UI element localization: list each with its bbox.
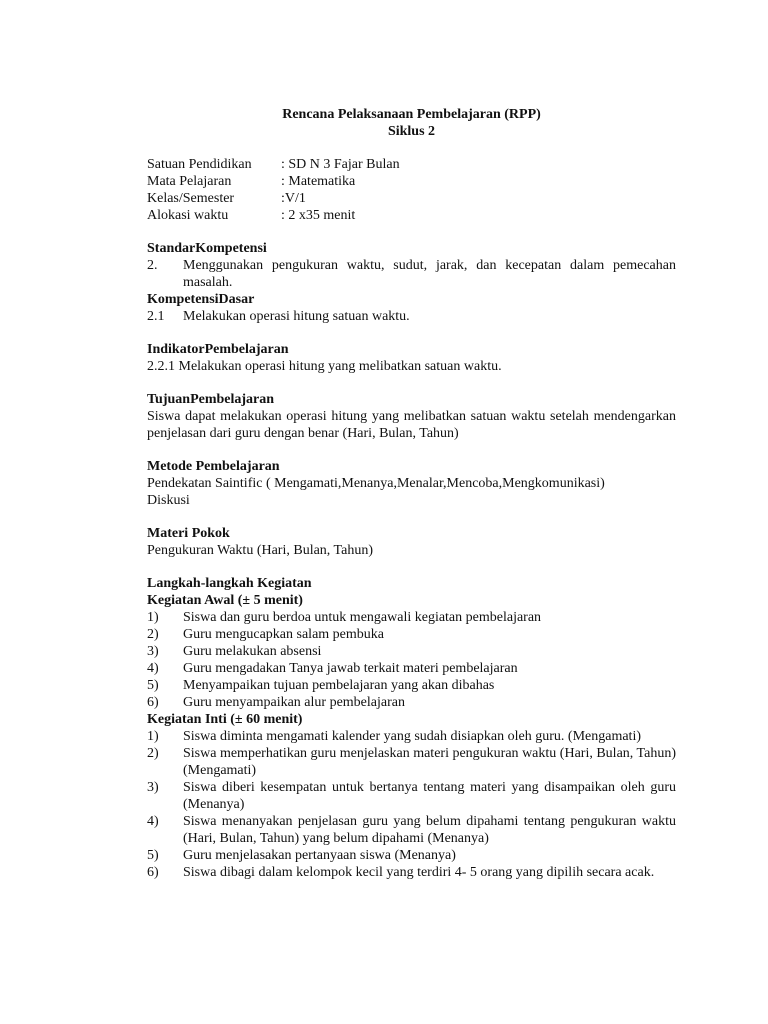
- list-number: 4): [147, 661, 159, 676]
- kompetensi-heading: KompetensiDasar: [147, 292, 255, 307]
- list-item: [147, 694, 676, 711]
- list-text: Menyampaikan tujuan pembelajaran yang akan dibahas: [183, 678, 495, 693]
- document-title: Rencana Pelaksanaan Pembelajaran (RPP): [282, 107, 541, 122]
- list-text: Guru mengadakan Tanya jawab terkait materi pembelajaran: [183, 661, 518, 676]
- list-text: Guru menyampaikan alur pembelajaran: [183, 695, 405, 710]
- metode-heading: Metode Pembelajaran: [147, 459, 280, 474]
- list-text: Siswa diminta mengamati kalender yang sudah disiapkan oleh guru. (Mengamati): [183, 729, 641, 744]
- kompetensi-item: [147, 308, 676, 325]
- standar-item: [147, 257, 676, 291]
- list-text: Siswa diberi kesempatan untuk bertanya tentang materi yang disampaikan oleh guru (Menanya): [183, 780, 676, 812]
- meta-value: : Matematika: [281, 174, 356, 189]
- document-content: [147, 106, 676, 881]
- list-text: Menggunakan pengukuran waktu, sudut, jarak, dan kecepatan dalam pemecahan masalah.: [183, 258, 676, 290]
- list-item: [147, 779, 676, 813]
- list-text: Guru menjelasakan pertanyaan siswa (Menanya): [183, 848, 456, 863]
- list-text: Melakukan operasi hitung satuan waktu.: [183, 309, 410, 324]
- list-text: Guru melakukan absensi: [183, 644, 322, 659]
- list-number: 2.1: [147, 309, 165, 324]
- list-number: 2): [147, 627, 159, 642]
- list-number: 1): [147, 729, 159, 744]
- meta-row: [147, 207, 676, 224]
- kegiatan-awal-list: [147, 609, 676, 711]
- indikator-heading: IndikatorPembelajaran: [147, 342, 289, 357]
- list-number: 3): [147, 644, 159, 659]
- langkah-heading: Langkah-langkah Kegiatan: [147, 576, 312, 591]
- list-number: 6): [147, 695, 159, 710]
- list-item: [147, 677, 676, 694]
- list-number: 2.: [147, 258, 158, 273]
- list-item: [147, 643, 676, 660]
- list-item: [147, 660, 676, 677]
- meta-key: Kelas/Semester: [147, 191, 235, 206]
- meta-value: :V/1: [281, 191, 306, 206]
- meta-key: Satuan Pendidikan: [147, 157, 252, 172]
- kegiatan-inti-heading: Kegiatan Inti (± 60 menit): [147, 712, 303, 727]
- tujuan-text: Siswa dapat melakukan operasi hitung yang melibatkan satuan waktu setelah mendengarkan penjelasan dari guru dengan benar (Hari, Bulan, Tahun): [147, 409, 676, 441]
- list-item: [147, 609, 676, 626]
- meta-row: [147, 173, 676, 190]
- materi-text: Pengukuran Waktu (Hari, Bulan, Tahun): [147, 543, 373, 558]
- list-number: 6): [147, 865, 159, 880]
- meta-row: [147, 156, 676, 173]
- kegiatan-awal-heading: Kegiatan Awal (± 5 menit): [147, 593, 303, 608]
- indikator-text: 2.2.1 Melakukan operasi hitung yang melibatkan satuan waktu.: [147, 359, 502, 374]
- meta-table: [147, 156, 676, 224]
- list-number: 5): [147, 848, 159, 863]
- standar-heading: StandarKompetensi: [147, 241, 267, 256]
- list-number: 5): [147, 678, 159, 693]
- tujuan-heading: TujuanPembelajaran: [147, 392, 275, 407]
- meta-key: Alokasi waktu: [147, 208, 229, 223]
- list-number: 2): [147, 746, 159, 761]
- meta-row: [147, 190, 676, 207]
- list-number: 1): [147, 610, 159, 625]
- meta-value: : SD N 3 Fajar Bulan: [281, 157, 400, 172]
- document-subtitle: Siklus 2: [387, 124, 436, 139]
- list-text: Siswa menanyakan penjelasan guru yang belum dipahami tentang pengukuran waktu (Hari, Bulan, Tahun) yang belum dipahami (Menanya): [183, 814, 676, 846]
- metode-line: Diskusi: [147, 493, 190, 508]
- list-item: [147, 626, 676, 643]
- meta-value: : 2 x35 menit: [281, 208, 356, 223]
- materi-heading: Materi Pokok: [147, 526, 230, 541]
- list-text: Siswa dibagi dalam kelompok kecil yang terdiri 4- 5 orang yang dipilih secara acak.: [183, 865, 655, 880]
- meta-key: Mata Pelajaran: [147, 174, 232, 189]
- metode-line: Pendekatan Saintific ( Mengamati,Menanya,Menalar,Mencoba,Mengkomunikasi): [147, 476, 605, 491]
- list-number: 4): [147, 814, 159, 829]
- list-text: Siswa memperhatikan guru menjelaskan materi pengukuran waktu (Hari, Bulan, Tahun) (Mengamati): [183, 746, 676, 778]
- list-item: [147, 813, 676, 847]
- list-item: [147, 728, 676, 745]
- list-number: 3): [147, 780, 159, 795]
- list-text: Guru mengucapkan salam pembuka: [183, 627, 384, 642]
- list-item: [147, 864, 676, 881]
- list-text: Siswa dan guru berdoa untuk mengawali kegiatan pembelajaran: [183, 610, 542, 625]
- kegiatan-inti-list: [147, 728, 676, 881]
- list-item: [147, 745, 676, 779]
- list-item: [147, 847, 676, 864]
